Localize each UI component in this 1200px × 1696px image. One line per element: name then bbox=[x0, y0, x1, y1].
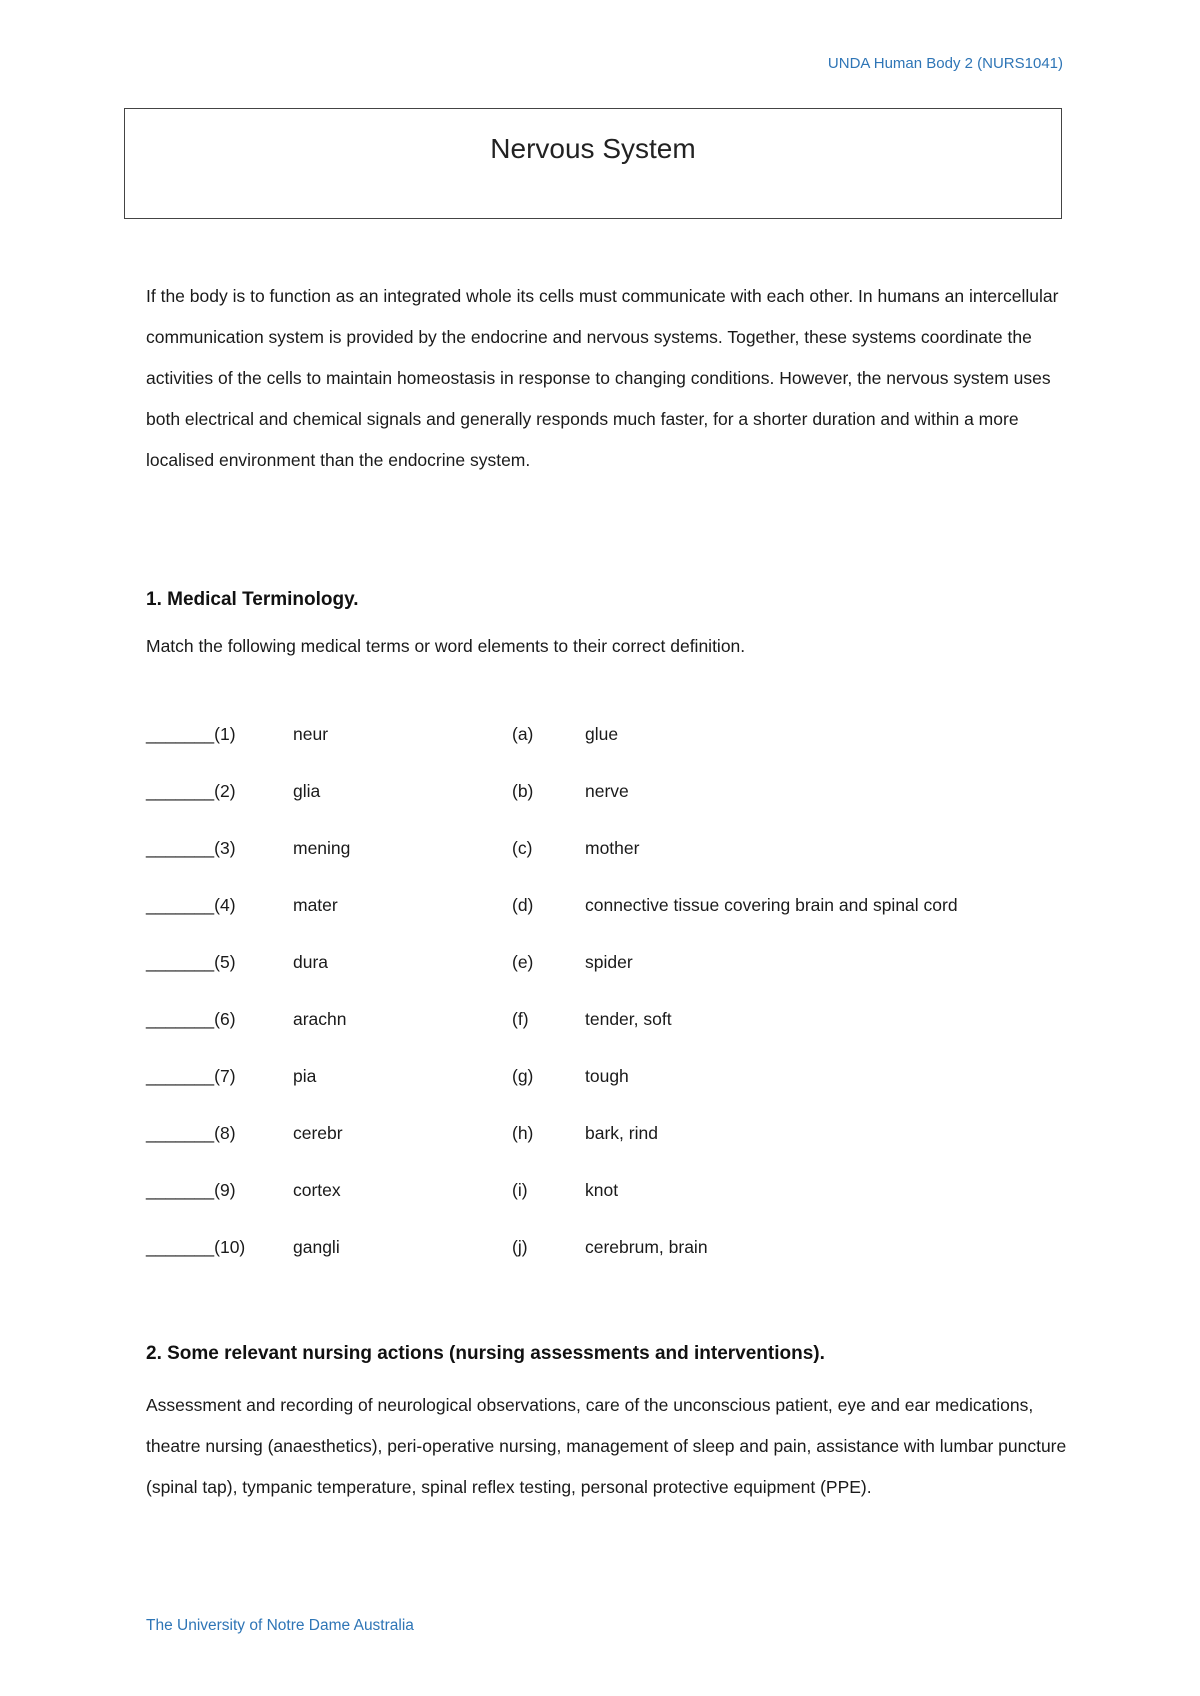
match-row bbox=[146, 1123, 1106, 1180]
term: mater bbox=[293, 895, 338, 915]
section-2-heading: 2. Some relevant nursing actions (nursing assessments and interventions). bbox=[146, 1343, 825, 1364]
section-1-instruction: Match the following medical terms or word elements to their correct definition. bbox=[146, 636, 746, 656]
definition-letter: (g) bbox=[512, 1066, 534, 1086]
answer-blank[interactable]: _______(5) bbox=[146, 952, 236, 972]
answer-blank[interactable]: _______(7) bbox=[146, 1066, 236, 1086]
match-row bbox=[146, 1180, 1106, 1237]
definition-letter: (b) bbox=[512, 781, 534, 801]
definition-letter: (i) bbox=[512, 1180, 528, 1200]
match-row bbox=[146, 952, 1106, 1009]
page-header-course: UNDA Human Body 2 (NURS1041) bbox=[827, 55, 1063, 72]
definition: cerebrum, brain bbox=[585, 1237, 708, 1257]
answer-blank[interactable]: _______(3) bbox=[146, 838, 236, 858]
match-row bbox=[146, 838, 1106, 895]
answer-blank[interactable]: _______(9) bbox=[146, 1180, 236, 1200]
match-row bbox=[146, 1066, 1106, 1123]
term: glia bbox=[293, 781, 321, 801]
answer-blank[interactable]: _______(4) bbox=[146, 895, 236, 915]
definition: mother bbox=[585, 838, 640, 858]
definition-letter: (a) bbox=[512, 724, 534, 744]
definition: connective tissue covering brain and spinal cord bbox=[585, 895, 958, 915]
definition-letter: (h) bbox=[512, 1123, 534, 1143]
term: dura bbox=[293, 952, 329, 972]
intro-paragraph: If the body is to function as an integrated whole its cells must communicate with each other. In humans an intercellular communication system is provided by the endocrine and nervous systems. Together, these systems coordinate the activities of the cells to maintain homeostasis in response to changing conditions. However, the nervous system uses both electrical and chemical signals and generally responds much faster, for a shorter duration and within a more localised environment than the endocrine system. bbox=[146, 286, 1059, 470]
page-title: Nervous System bbox=[490, 133, 696, 164]
matching-table bbox=[146, 724, 1106, 1294]
definition-letter: (f) bbox=[512, 1009, 529, 1029]
match-row bbox=[146, 781, 1106, 838]
definition: bark, rind bbox=[585, 1123, 658, 1143]
match-row bbox=[146, 724, 1106, 781]
term: gangli bbox=[293, 1237, 340, 1257]
definition: nerve bbox=[585, 781, 629, 801]
term: cerebr bbox=[293, 1123, 343, 1143]
section-1-heading: 1. Medical Terminology. bbox=[146, 589, 359, 610]
definition: knot bbox=[585, 1180, 619, 1200]
match-row bbox=[146, 1237, 1106, 1294]
definition: tough bbox=[585, 1066, 629, 1086]
answer-blank[interactable]: _______(6) bbox=[146, 1009, 236, 1029]
definition-letter: (d) bbox=[512, 895, 534, 915]
term: arachn bbox=[293, 1009, 347, 1029]
section-2-body: Assessment and recording of neurological observations, care of the unconscious patient, eye and ear medications, theatre nursing (anaesthetics), peri-operative nursing, management of sleep and pain, assistance with lumbar puncture (spinal tap), tympanic temperature, spinal reflex testing, personal protective equipment (PPE). bbox=[146, 1395, 1067, 1497]
definition: glue bbox=[585, 724, 619, 744]
definition-letter: (e) bbox=[512, 952, 534, 972]
definition: spider bbox=[585, 952, 633, 972]
term: cortex bbox=[293, 1180, 341, 1200]
definition: tender, soft bbox=[585, 1009, 672, 1029]
term: neur bbox=[293, 724, 329, 744]
definition-letter: (c) bbox=[512, 838, 533, 858]
match-row bbox=[146, 1009, 1106, 1066]
answer-blank[interactable]: _______(2) bbox=[146, 781, 236, 801]
term: mening bbox=[293, 838, 351, 858]
answer-blank[interactable]: _______(10) bbox=[146, 1237, 246, 1257]
term: pia bbox=[293, 1066, 317, 1086]
match-row bbox=[146, 895, 1106, 952]
answer-blank[interactable]: _______(1) bbox=[146, 724, 236, 744]
definition-letter: (j) bbox=[512, 1237, 528, 1257]
title-box bbox=[124, 108, 1062, 219]
answer-blank[interactable]: _______(8) bbox=[146, 1123, 236, 1143]
page-footer-institution: The University of Notre Dame Australia bbox=[146, 1617, 414, 1634]
